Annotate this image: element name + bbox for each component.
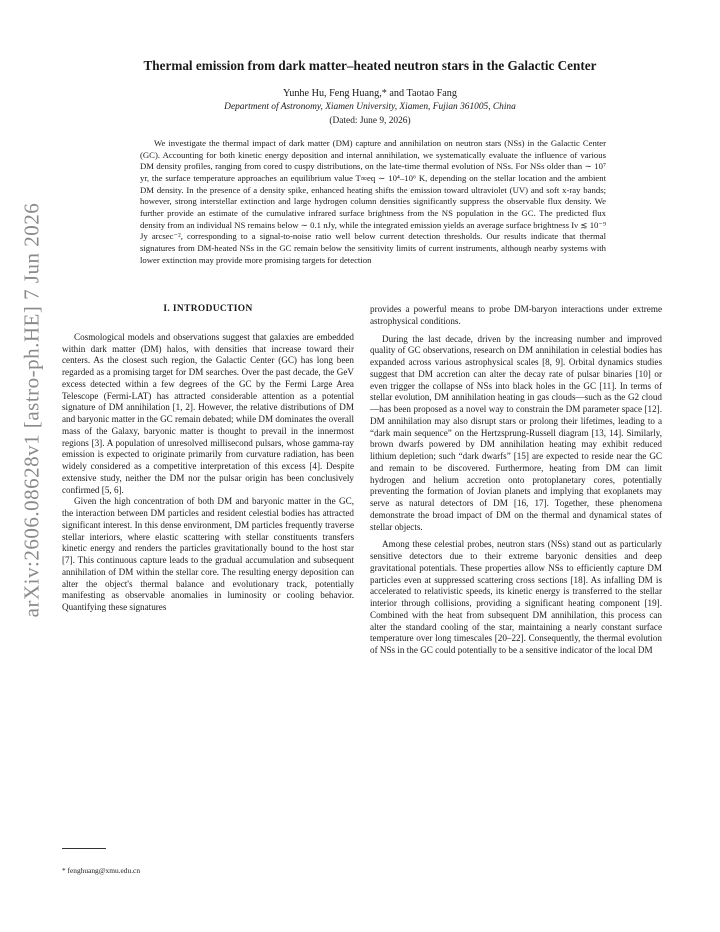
- section-heading: I. INTRODUCTION: [163, 304, 253, 314]
- footnote-rule: [62, 848, 106, 849]
- paragraph: Cosmological models and observations suggest that galaxies are embedded within dark matter (DM) halos, with densities that increase toward their centers. As the closest such region, the Galactic Center (GC) has long been regarded as a promising target for DM searches. Over the past decade, the GeV excess detected within a few degrees of the GC by the Fermi Large Area Telescope (Fermi-LAT) has attracted considerable attention as a potential signature of DM annihilation [1, 2]. However, the relative distributions of DM and baryonic matter in the GC remain debated; while DM dominates the overall mass of the Galaxy, baryonic matter is thought to prevail in the innermost regions [3]. A population of unresolved millisecond pulsars, whose gamma-ray emission is expected to originate primarily from curvature radiation, has been widely considered as a competitive interpretation of this excess [4]. Despite extensive study, neither the DM nor the pulsar origin has been conclusively confirmed [5, 6].: [62, 331, 354, 495]
- footnote-email[interactable]: * fenghuang@xmu.edu.cn: [62, 866, 141, 875]
- paragraph: During the last decade, driven by the increasing number and improved quality of GC observations, research on DM annihilation in celestial bodies has expanded across various astrophysical scales [8, 9]. Orbital dynamics studies suggest that DM accretion can alter the decay rate of pulsar binaries [10] or even trigger the collapse of NSs into black holes in the GC [11]. In terms of stellar evolution, DM annihilation heating in gas clouds—such as the G2 cloud—has been proposed as a novel way to constrain the DM parameter space [12]. DM annihilation may also disrupt stars or prolong their lifetimes, leading to a “dark main sequence” on the Hertzsprung-Russell diagram [13, 14]. Similarly, brown dwarfs powered by DM annihilation heating may exhibit reduced lithium depletion; such “dark dwarfs” [15] are expected to reside near the GC and remain to be discovered. Furthermore, heating from DM can limit hydrogen and helium accretion onto protoplanetary cores, potentially preventing the formation of Jovian planets and implying that exoplanets may serve as natural detectors of DM [16, 17]. Together, these phenomena demonstrate the broad impact of DM on the thermal and dynamical states of stellar objects.: [370, 333, 662, 532]
- date-line: (Dated: June 9, 2026): [329, 116, 411, 126]
- paragraph: Among these celestial probes, neutron stars (NSs) stand out as particularly sensitive detectors due to their extreme baryonic densities and deep gravitational potentials. These properties allow NSs to efficiently capture DM particles even at suppressed scattering cross sections [18]. As infalling DM is accelerated to relativistic speeds, its kinetic energy is transferred to the stellar interior through collisions, providing a significant heating component [19]. Combined with the heat from subsequent DM annihilation, this process can alter the standard cooling of the star, maintaining a nearly constant surface temperature over long timescales [20–22]. Consequently, the thermal evolution of NSs in the GC could potentially to be a sensitive indicator of the local DM: [370, 539, 662, 655]
- left-column: [62, 304, 354, 614]
- author-list: Yunhe Hu, Feng Huang,* and Taotao Fang: [283, 88, 457, 99]
- arxiv-identifier[interactable]: [12, 200, 52, 620]
- paragraph: provides a powerful means to probe DM-baryon interactions under extreme astrophysical conditions.: [370, 304, 662, 326]
- arxiv-identifier-text: arXiv:2606.08628v1 [astro-ph.HE] 7 Jun 2026: [19, 202, 44, 618]
- paragraph: Given the high concentration of both DM and baryonic matter in the GC, the interaction between DM particles and resident celestial bodies has attracted significant interest. In this dense environment, DM particles frequently traverse stellar interiors, where elastic scattering with stellar constituents transfers kinetic energy and renders the particles gravitationally bound to the host star [7]. This continuous capture leads to the gradual accumulation and subsequent annihilation of DM within the stellar core. The resulting energy deposition can alter the object's thermal balance and evolutionary track, potentially manifesting as observable anomalies in luminosity or cooling behavior. Quantifying these signatures: [62, 496, 354, 612]
- paper-title: Thermal emission from dark matter–heated neutron stars in the Galactic Center: [143, 58, 597, 73]
- abstract: We investigate the thermal impact of dark matter (DM) capture and annihilation on neutron stars (NSs) in the Galactic Center (GC). Accounting for both kinetic energy deposition and internal annihilation, we systematically evaluate the influence of various DM density profiles, ranging from cored to cuspy distributions, on the late-time thermal evolution of NSs. For NSs older than ∼ 10⁷ yr, the surface temperature approaches an equilibrium value T∞eq ∼ 10⁴–10⁶ K, depending on the stellar location and the ambient DM density. In the presence of a density spike, enhanced heating shifts the emission toward ultraviolet (UV) and soft x-ray bands; however, strong interstellar extinction and large hydrogen column densities significantly suppress the observable flux density. We further provide an estimate of the cumulative infrared surface brightness from the NS population in the GC. The predicted flux density from an individual NS remains below ∼ 0.1 nJy, while the integrated emission yields an average surface brightness Iν ≲ 10⁻⁹ Jy arcsec⁻², corresponding to a signal-to-noise ratio well below current detection thresholds. Our results indicate that thermal signatures from DM-heated NSs in the GC remain below the sensitivity limits of current instruments, although nearby systems with lower extinction may provide more promising targets for detection: [140, 138, 606, 265]
- affiliation: Department of Astronomy, Xiamen University, Xiamen, Fujian 361005, China: [224, 102, 516, 112]
- right-column: [370, 304, 662, 657]
